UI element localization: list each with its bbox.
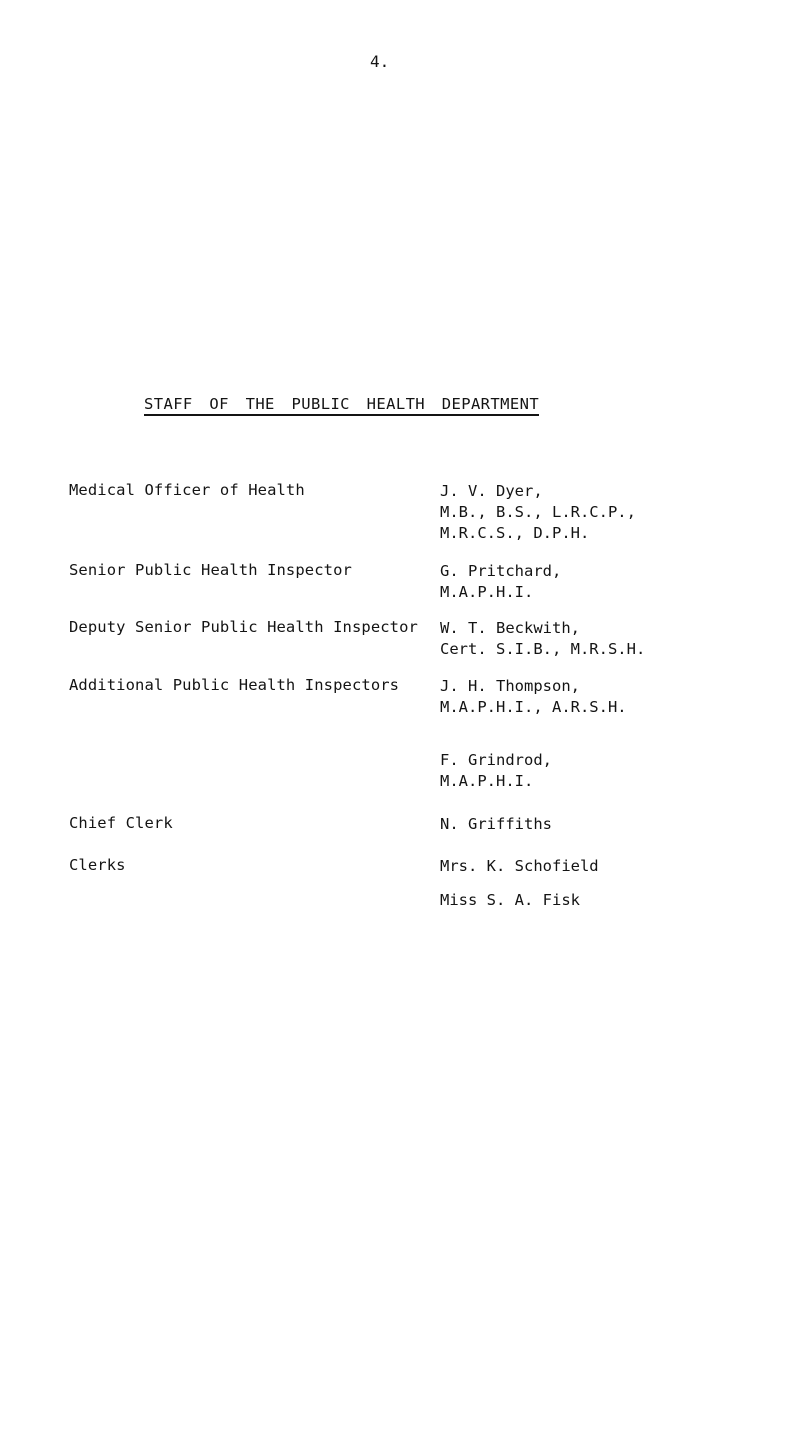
staff-names <box>440 618 645 660</box>
role-label: Senior Public Health Inspector <box>69 561 352 579</box>
name-line: J. V. Dyer, <box>440 482 543 500</box>
qualification-line: M.R.C.S., D.P.H. <box>440 524 590 542</box>
role-label: Medical Officer of Health <box>69 481 305 499</box>
role-label: Additional Public Health Inspectors <box>69 676 400 694</box>
name-line: J. H. Thompson, <box>440 677 580 695</box>
staff-names <box>440 814 552 835</box>
name-line: N. Griffiths <box>440 815 552 833</box>
qualification-line: M.A.P.H.I. <box>440 583 534 601</box>
role-label: Clerks <box>69 856 126 874</box>
name-line: F. Grindrod, <box>440 751 552 769</box>
name-line: G. Pritchard, <box>440 562 562 580</box>
staff-names <box>440 481 636 544</box>
qualification-line: M.A.P.H.I., A.R.S.H. <box>440 698 627 716</box>
staff-names <box>440 856 599 911</box>
spacer-line <box>440 718 627 739</box>
staff-names <box>440 561 561 603</box>
name-line: Mrs. K. Schofield <box>440 857 599 875</box>
name-line: W. T. Beckwith, <box>440 619 580 637</box>
role-label: Chief Clerk <box>69 814 173 832</box>
name-line: Miss S. A. Fisk <box>440 891 580 909</box>
role-label: Deputy Senior Public Health Inspector <box>69 618 418 636</box>
page-number: 4. <box>370 52 390 71</box>
staff-names <box>440 676 627 792</box>
qualification-line: M.A.P.H.I. <box>440 772 534 790</box>
qualification-line: M.B., B.S., L.R.C.P., <box>440 503 636 521</box>
page-title: STAFF OF THE PUBLIC HEALTH DEPARTMENT <box>144 395 539 416</box>
spacer-line <box>440 877 599 890</box>
qualification-line: Cert. S.I.B., M.R.S.H. <box>440 640 646 658</box>
